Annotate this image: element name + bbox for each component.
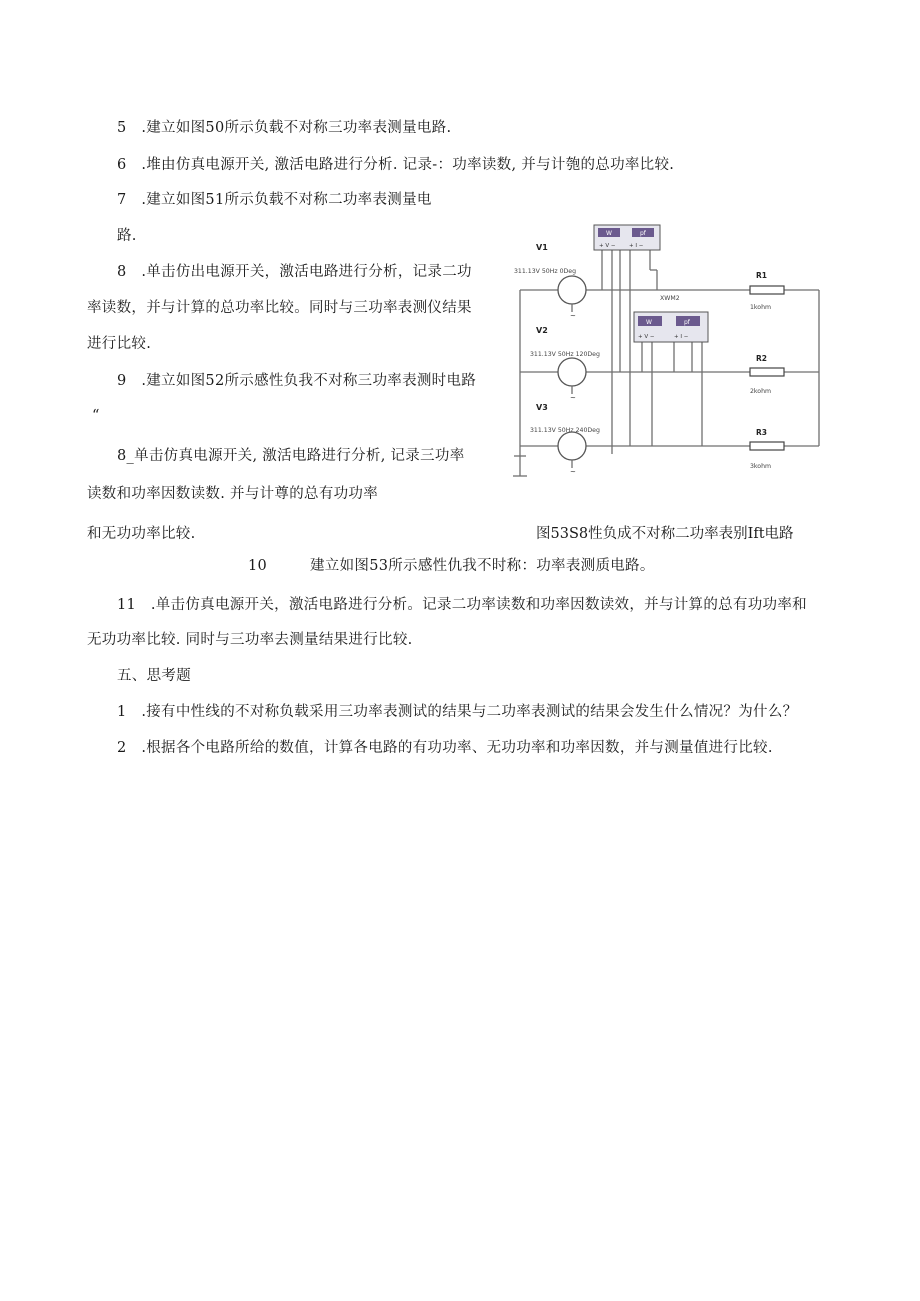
meter-label: XWM2 [660, 295, 680, 302]
r1-value: 1kohm [750, 304, 772, 311]
step-8-line3: 进行比较. [87, 336, 152, 352]
svg-text:~: ~ [570, 394, 576, 402]
r3-label: R3 [756, 428, 767, 437]
step-11-line2: 无功功率比较. 同时与三功率去测量结果进行比较. [87, 632, 413, 648]
svg-text:~: ~ [570, 312, 576, 320]
v3-value: 311.13V 50Hz 240Deg [530, 427, 600, 434]
resistor-r1 [750, 286, 784, 294]
svg-text:W: W [646, 319, 652, 326]
r3-value: 3kohm [750, 463, 772, 470]
r2-label: R2 [756, 354, 767, 363]
step-9-line1: 9 .建立如图52所示感性负我不对称三功率表测时电路 [117, 373, 477, 389]
step-7-line2: 路. [117, 228, 137, 244]
svg-text:+ I −: + I − [629, 243, 644, 249]
step-7-line1: 7 .建立如图51所示负载不对称二功率表测量电 [117, 192, 432, 208]
question-1: 1 .接有中性线的不对称负载采用三功率表测试的结果与二功率表测试的结果会发生什么情况？为什么？ [117, 704, 798, 720]
r1-label: R1 [756, 271, 767, 280]
v1-value: 311.13V 50Hz 0Deg [514, 268, 577, 275]
step-11-line1: 11 .单击仿真电源开关，激活电路进行分析。记录二功率读数和功率因数读效，并与计算的总有功功率和 [117, 597, 807, 613]
step-10-text: 建立如图53所示感性仇我不时称：功率表测质电路。 [310, 558, 655, 574]
step-5: 5 .建立如图50所示负载不对称三功率表测量电路. [117, 120, 452, 136]
voltage-source-v1 [558, 276, 586, 320]
wattmeter-1 [594, 225, 660, 250]
svg-text:pf: pf [640, 230, 646, 237]
svg-text:~: ~ [570, 468, 576, 476]
v1-label: V1 [536, 243, 548, 252]
resistor-r2 [750, 368, 784, 376]
step-8-line2: 率读数，并与计算的总功率比较。同时与三功率表测仪结果 [87, 300, 472, 316]
step-8b-line3: 和无功功率比较. [87, 526, 196, 542]
v2-value: 311.13V 50Hz 120Deg [530, 351, 600, 358]
voltage-source-v2 [558, 358, 586, 402]
v3-label: V3 [536, 403, 548, 412]
step-8-line1: 8 .单击仿出电源开关，激活电路进行分析，记录二功 [117, 264, 472, 280]
figure-caption: 图53S8性负成不对称二功率表别Ift电路 [536, 526, 794, 542]
r2-value: 2kohm [750, 388, 772, 395]
resistor-r3 [750, 442, 784, 450]
svg-text:pf: pf [684, 319, 690, 326]
voltage-source-v3 [558, 432, 586, 476]
v2-label: V2 [536, 326, 548, 335]
step-9-line2: “ [92, 408, 100, 424]
step-10-number: 10 [248, 558, 268, 574]
svg-text:+ V −: + V − [599, 243, 616, 249]
svg-text:+ V −: + V − [638, 334, 655, 340]
step-6: 6 .堆由仿真电源开关, 激活电路进行分析. 记录-：功率读数, 并与计匏的总功率比较. [117, 157, 675, 173]
svg-text:W: W [606, 230, 612, 237]
svg-text:+ I −: + I − [674, 334, 689, 340]
circuit-diagram [512, 220, 824, 482]
question-2: 2 .根据各个电路所给的数值，计算各电路的有功功率、无功功率和功率因数，并与测量值进行比较. [117, 740, 773, 756]
step-8b-line1: 8_单击仿真电源开关, 激活电路进行分析, 记录三功率 [117, 448, 465, 464]
step-8b-line2: 读数和功率因数读数. 并与计尊的总有功功率 [87, 486, 379, 502]
section-heading-thinking: 五、思考题 [117, 668, 191, 684]
wattmeter-2 [634, 312, 708, 342]
